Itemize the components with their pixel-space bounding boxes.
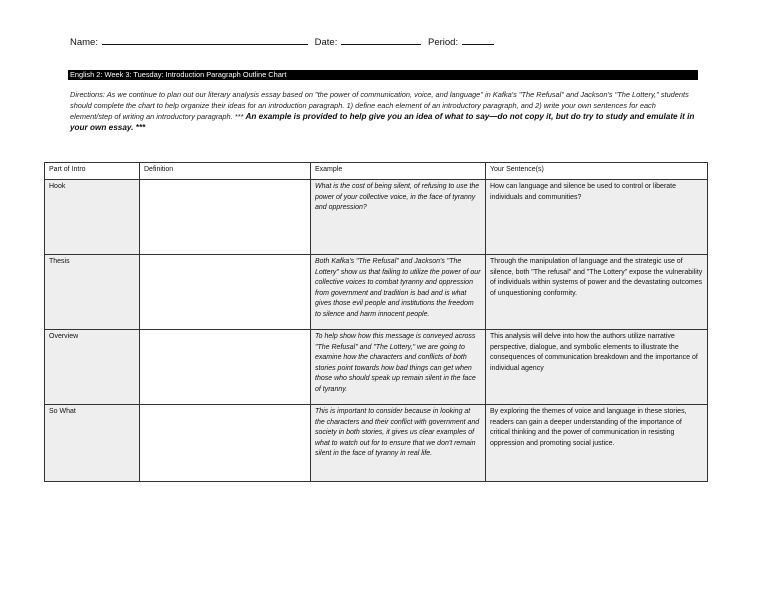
directions-text: Directions: As we continue to plan out our literary analysis essay based on "the power of communication, voice, and language" in Kafka's "The Refusal" and Jackson's "The Lottery," students should complete the chart to help organize their ideas for an introduction paragraph. 1) define each element of an introductory paragraph, and 2) write your own sentences for each element/step of writing an introductory paragraph. *** [70,90,689,121]
table-row-overview [45,330,708,405]
definition-cell[interactable] [140,180,311,255]
date-label: Date: [314,37,338,48]
period-label: Period: [427,37,459,48]
example-cell: To help show how this message is conveyed across "The Refusal" and "The Lottery," we are going to examine how the characters and conflicts of both stories point towards how bad things can get when those who should speak up remain silent in the face of tyranny. [311,330,486,405]
directions-bold-note: An example is provided to help give you an idea of what to say—do not copy it, but do try to study and emulate it in your own essay. *** [70,112,695,132]
example-cell: What is the cost of being silent, of refusing to use the power of your collective voice, in the face of tyranny and oppression? [311,180,486,255]
example-cell: Both Kafka's "The Refusal" and Jackson's "The Lottery" show us that failing to utilize the power of our collective voices to combat tyranny and oppression from government and tradition is bad and is what gives those evil people and institutions the freedom to silence and harm innocent people. [311,255,486,330]
student-info-line [70,35,494,48]
sentence-cell[interactable]: This analysis will delve into how the authors utilize narrative perspective, dialogue, and symbolic elements to illustrate the consequences of communication breakdown and the importance of individual agency [486,330,708,405]
part-cell: Overview [45,330,140,405]
name-blank [102,35,308,45]
date-blank [341,35,421,45]
header-definition: Definition [140,163,311,180]
part-cell: Hook [45,180,140,255]
definition-cell[interactable] [140,405,311,482]
sentence-cell[interactable]: Through the manipulation of language and the strategic use of silence, both "The refusal" and "The Lottery" expose the vulnerability of individuals within systems of power and the devastating outcomes of unquestioning conformity. [486,255,708,330]
intro-outline-table [44,162,708,482]
table-row-thesis [45,255,708,330]
header-example: Example [311,163,486,180]
part-cell: Thesis [45,255,140,330]
example-cell: This is important to consider because in looking at the characters and their conflict with government and society in both stories, it gives us clear examples of what to watch out for to ensure that we don't remain silent in the face of tyranny in real life. [311,405,486,482]
header-part-of-intro: Part of Intro [45,163,140,180]
sentence-cell[interactable]: By exploring the themes of voice and language in these stories, readers can gain a deeper understanding of the importance of critical thinking and the power of communication in resisting oppression and promoting social justice. [486,405,708,482]
assignment-title-bar: English 2: Week 3: Tuesday: Introduction Paragraph Outline Chart [68,70,698,80]
table-row-hook [45,180,708,255]
period-blank [462,35,494,45]
definition-cell[interactable] [140,330,311,405]
table-row-so-what [45,405,708,482]
name-label: Name: [70,37,98,48]
definition-cell[interactable] [140,255,311,330]
header-your-sentences: Your Sentence(s) [486,163,708,180]
directions-paragraph [70,89,700,133]
part-cell: So What [45,405,140,482]
sentence-cell[interactable]: How can language and silence be used to control or liberate individuals and communities? [486,180,708,255]
table-header-row [45,163,708,180]
